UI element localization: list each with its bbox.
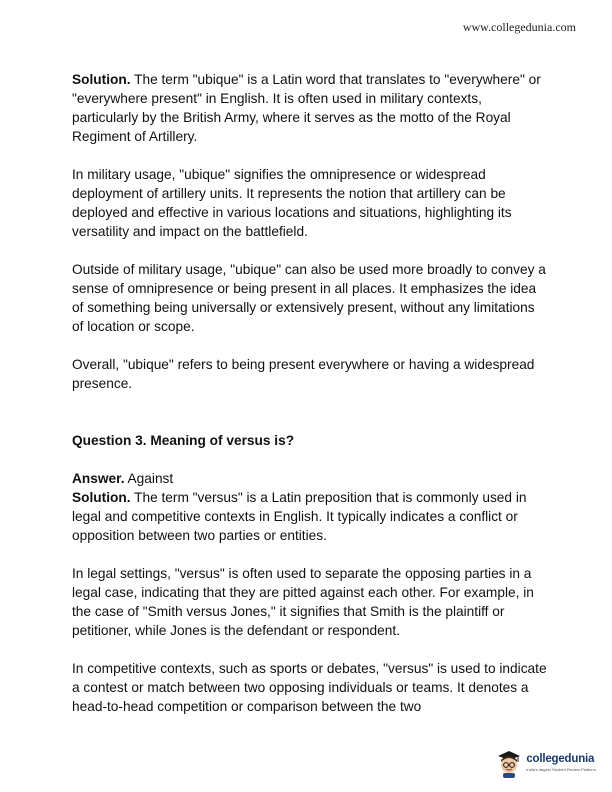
solution-label: Solution.: [72, 490, 131, 505]
paragraph-competitive-contexts: In competitive contexts, such as sports or debates, "versus" is used to indicate a contest or match between two opposing individuals or teams. It denotes a head-to-head competition or comparison between the two: [72, 661, 547, 714]
paragraph-text: The term "ubique" is a Latin word that translates to "everywhere" or "everywhere present" in English. It is often used in military contexts, particularly by the British Army, where it serves as the motto of the Royal Regiment of Artillery.: [72, 72, 541, 144]
solution-paragraph-1: [72, 70, 547, 146]
answer-line: [72, 469, 547, 488]
paragraph-text: The term "versus" is a Latin preposition that is commonly used in legal and competitive contexts in English. It typically indicates a conflict or opposition between two parties or entities.: [72, 490, 527, 543]
logo-wordmark: collegedunia: [526, 753, 595, 766]
question-heading: [72, 431, 547, 450]
logo-tagline: India's largest Student Review Platform: [526, 766, 596, 772]
paragraph-legal-settings: In legal settings, "versus" is often used to separate the opposing parties in a legal case, indicating that they are pitted against each other. For example, in the case of "Smith versus Jones," it signifies that Smith is the plaintiff or petitioner, while Jones is the defendant or respondent.: [72, 566, 534, 638]
document-body: [72, 70, 547, 735]
collegedunia-logo: [496, 748, 596, 778]
paragraph-overall: Overall, "ubique" refers to being present everywhere or having a widespread presence.: [72, 357, 535, 391]
site-url: www.collegedunia.com: [462, 20, 576, 34]
solution-label: Solution.: [72, 72, 131, 87]
paragraph-outside-military: Outside of military usage, "ubique" can also be used more broadly to convey a sense of omnipresence or being present in all places. It emphasizes the idea of something being universally or extensively present, without any limitations of location or scope.: [72, 262, 546, 334]
answer-label: Answer.: [72, 471, 125, 486]
answer-text: Against: [124, 471, 174, 486]
question-text: Question 3. Meaning of versus is?: [72, 433, 295, 448]
student-mascot-icon: [496, 748, 522, 778]
solution-paragraph-2: [72, 488, 547, 545]
paragraph-military-usage: In military usage, "ubique" signifies the omnipresence or widespread deployment of artillery units. It represents the notion that artillery can be deployed and effective in various locations and situations, highlighting its versatility and impact on the battlefield.: [72, 167, 512, 239]
